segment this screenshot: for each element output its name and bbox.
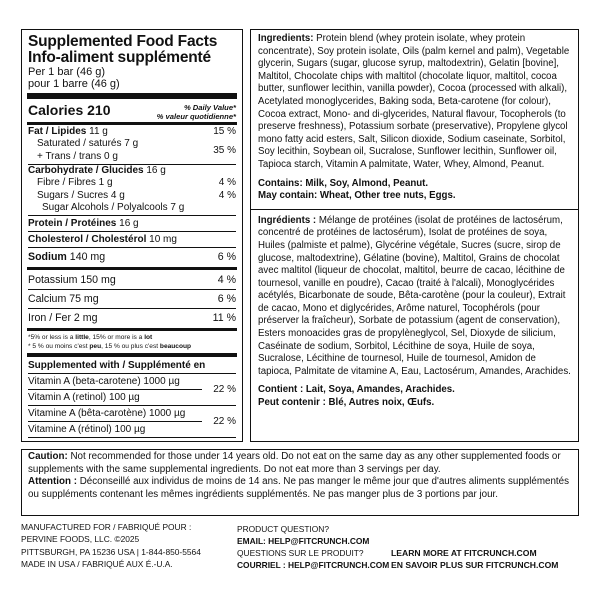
sodium-row bbox=[28, 248, 236, 266]
fat-amount: 11 g bbox=[89, 125, 108, 137]
calcium-pct: 6 % bbox=[217, 292, 236, 305]
divider-medium bbox=[27, 328, 237, 331]
polyols-line: Sugar Alcohols / Polyalcools 7 g bbox=[42, 202, 185, 214]
contains-fr: Contient : Lait, Soya, Amandes, Arachides. bbox=[258, 384, 455, 396]
fat-label: Fat / Lipides bbox=[28, 125, 87, 137]
may-contain-fr: Peut contenir : Blé, Autres noix, Œufs. bbox=[258, 397, 435, 409]
email-fr[interactable]: COURRIEL : HELP@FITCRUNCH.COM bbox=[237, 560, 390, 570]
iron-line: Iron / Fer 2 mg bbox=[28, 311, 98, 324]
footnote-en-part1: *5% or less is a bbox=[28, 333, 76, 341]
potassium-pct: 4 % bbox=[217, 273, 236, 286]
question-en: PRODUCT QUESTION? bbox=[237, 524, 329, 534]
food-facts-panel bbox=[21, 29, 243, 442]
daily-value-header bbox=[157, 103, 236, 121]
dv-header-en: % Daily Value* bbox=[183, 102, 236, 112]
caution-en bbox=[28, 451, 572, 476]
caution-en-text: Not recommended for those under 14 years old. Do not eat on the same day as any other supplemented foods or supplements with the same supplemental ingredients. Do not eat more than 3 servings per day. bbox=[28, 451, 561, 475]
fat-pct: 15 % bbox=[213, 125, 236, 137]
supplemented-heading: Supplemented with / Supplémenté en bbox=[28, 360, 206, 372]
carb-row bbox=[28, 165, 236, 178]
divider-thick bbox=[27, 93, 237, 99]
vitamin-a-retinol-fr: Vitamine A (rétinol) 100 µg bbox=[28, 421, 202, 437]
potassium-row bbox=[28, 271, 236, 289]
serving-size-fr: pour 1 barre (46 g) bbox=[28, 78, 120, 91]
sodium-amount: 140 mg bbox=[69, 250, 106, 263]
footnote-en-part2: , 15% or more is a bbox=[88, 333, 145, 341]
caution-en-label: Caution: bbox=[28, 451, 68, 462]
calories-row bbox=[28, 101, 236, 121]
ingredients-fr-text: Mélange de protéines (isolat de protéines de lactosérum, concentré de protéines de lactosérum), Isolat de protéines de soya, Huiles (palmiste et palme), Glycérine végétale, Sucres (sucre, sirop de glucose, maltodextrine), Gélatine (bovine), Maltitol, Grains de chocolat avec maltitol (liqueur de chocolat, maltitol, beurre de cacao, lécithine de tournesol, vanille en poudre), Cacao (traité à l'alcali), Monoglycérides acétylés, Bicarbonate de soude, Bêta-carotène (pour la couleur), Extrait de cacao, Mono et diglycérides, Arôme naturel, Tocophérols (pour préserver la fraîcheur), Sorbate de potassium (agent de conservation), Esters monoacides gras de propylèneglycol, Sel, Dioxyde de silicium, Caséinate de sodium, Sorbitol, Lécithine de soya, Huile de soya, Sucralose, Lécithine de tournesol, Huile de tournesol, Amidon de tapioca, Palmitate de vitamine A, Eau, Lactosérum, Amandes, Arachides. bbox=[258, 214, 571, 377]
manufacturer-line1: MANUFACTURED FOR / FABRIQUÉ POUR : bbox=[21, 522, 192, 532]
ingredients-panel bbox=[250, 29, 579, 442]
learn-more bbox=[391, 547, 558, 571]
saturated-line: Saturated / saturés 7 g bbox=[37, 138, 139, 150]
divider-thick bbox=[27, 353, 237, 357]
carb-amount: 16 g bbox=[146, 164, 166, 176]
vitamin-a-group-fr bbox=[28, 405, 236, 437]
fibre-line: Fibre / Fibres 1 g bbox=[37, 177, 113, 189]
divider bbox=[251, 209, 578, 210]
footnote-en-little: little bbox=[75, 333, 89, 341]
sodium-pct: 6 % bbox=[217, 250, 236, 263]
protein-label: Protein / Protéines bbox=[28, 217, 117, 229]
calcium-row bbox=[28, 290, 236, 308]
divider-medium bbox=[27, 267, 237, 270]
vitamin-a-beta-en: Vitamin A (beta-carotene) 1000 µg bbox=[28, 376, 180, 388]
email-en[interactable]: EMAIL: HELP@FITCRUNCH.COM bbox=[237, 536, 370, 546]
serving-size-en: Per 1 bar (46 g) bbox=[28, 66, 106, 78]
vitamin-a-group-en bbox=[28, 373, 236, 405]
trans-line: + Trans / trans 0 g bbox=[37, 151, 118, 162]
caution-fr bbox=[28, 476, 572, 501]
learn-more-fr[interactable]: EN SAVOIR PLUS SUR FITCRUNCH.COM bbox=[391, 560, 559, 570]
supplement-note-en bbox=[28, 441, 195, 442]
sat-trans-row bbox=[28, 138, 236, 163]
ingredients-fr-label: Ingrédients : bbox=[258, 214, 317, 226]
fibre-pct: 4 % bbox=[218, 177, 236, 189]
question-fr: QUESTIONS SUR LE PRODUIT? bbox=[237, 548, 364, 558]
caution-panel bbox=[21, 449, 579, 516]
divider-medium bbox=[27, 122, 237, 125]
cholesterol-row bbox=[28, 232, 236, 247]
vitamin-a-beta-fr: Vitamine A (bêta-carotène) 1000 µg bbox=[28, 408, 186, 420]
sat-trans-pct: 35 % bbox=[213, 144, 236, 156]
manufacturer-line4: MADE IN USA / FABRIQUÉ AUX É.-U.A. bbox=[21, 558, 173, 569]
vitamin-a-pct-fr: 22 % bbox=[213, 416, 236, 428]
facts-title-fr: Info-aliment supplémenté bbox=[28, 49, 211, 66]
sugars-pct: 4 % bbox=[218, 189, 236, 201]
contains-en: Contains: Milk, Soy, Almond, Peanut. bbox=[258, 177, 429, 189]
may-contain-en: May contain: Wheat, Other tree nuts, Eggs. bbox=[258, 190, 456, 202]
sugars-row bbox=[28, 190, 236, 203]
footnote-fr-peu: peu bbox=[89, 342, 102, 350]
polyols-row bbox=[28, 202, 236, 215]
iron-row bbox=[28, 309, 236, 327]
vitamin-a-pct-en: 22 % bbox=[213, 384, 236, 396]
ingredients-fr bbox=[258, 215, 572, 379]
learn-more-en[interactable]: LEARN MORE AT FITCRUNCH.COM bbox=[391, 548, 537, 558]
manufacturer-info bbox=[21, 521, 201, 570]
footnote-en-lot: lot bbox=[144, 333, 153, 341]
contact-info bbox=[237, 523, 389, 571]
footnote-fr-part2: , 15 % ou plus c'est bbox=[101, 342, 160, 350]
protein-amount: 16 g bbox=[119, 217, 139, 229]
daily-value-footnote bbox=[28, 332, 236, 353]
potassium-line: Potassium 150 mg bbox=[28, 273, 116, 286]
supplement-note bbox=[28, 438, 236, 442]
ingredients-en-text: Protein blend (whey protein isolate, whey protein concentrate), Soy protein isolate, Oils (palm kernel and palm), Vegetable glycerin, Sugars (sugar, glucose syrup, maltodextrin), Gelatin [bovine], Maltitol, Chocolate chips with maltitol (chocolate liquor, maltitol, cocoa butter, sunflower lecithin, vanilla powder), Cocoa (processed with alkali), Acetylated monoglycerides, Baking soda, Beta-carotene (for colour), Cocoa extract, Mono- and di-glycerides, Natural flavour, Tocopherols (to preserve freshness), Potassium sorbate (preservative), Propylene glycol mono fatty acid esters, Salt, Silicon dioxide, Sodium caseinate, Sorbitol, Soy lecithin, Soybean oil, Sucralose, Sunflower lecithin, Sunflower oil, Tapioca starch, Vitamin A palmitate, Water, Whey, Almond, Peanut. bbox=[258, 33, 570, 170]
sodium-label: Sodium bbox=[28, 250, 67, 263]
cholesterol-amount: 10 mg bbox=[149, 233, 177, 245]
manufacturer-line3: PITTSBURGH, PA 15236 USA | 1-844-850-5564 bbox=[21, 546, 201, 557]
iron-pct: 11 % bbox=[212, 311, 236, 324]
protein-row bbox=[28, 216, 236, 231]
ingredients-en-label: Ingredients: bbox=[258, 33, 314, 44]
manufacturer-line2: PERVINE FOODS, LLC. ©2025 bbox=[21, 534, 140, 545]
sugars-line: Sugars / Sucres 4 g bbox=[37, 189, 125, 201]
calcium-line: Calcium 75 mg bbox=[28, 292, 99, 305]
ingredients-en bbox=[258, 33, 572, 172]
vitamin-a-retinol-en: Vitamin A (retinol) 100 µg bbox=[28, 389, 202, 405]
caution-fr-label: Attention : bbox=[28, 476, 77, 488]
cholesterol-label: Cholesterol / Cholestérol bbox=[28, 233, 147, 245]
carb-label: Carbohydrate / Glucides bbox=[28, 164, 144, 176]
footnote-fr-part1: * 5 % ou moins c'est bbox=[28, 342, 90, 350]
footnote-fr-beaucoup: beaucoup bbox=[159, 342, 192, 350]
dv-header-fr: % valeur quotidienne* bbox=[156, 111, 236, 121]
facts-title-en: Supplemented Food Facts bbox=[28, 33, 218, 50]
calories: Calories 210 bbox=[28, 101, 111, 118]
fibre-row bbox=[28, 177, 236, 190]
caution-fr-text: Déconseillé aux individus de moins de 14 ans. Ne pas manger le même jour que d'autres aliments supplémentés ou suppléments contenant les mêmes ingrédients supplémentés. Ne pas manger plus de 3 portions par jour. bbox=[28, 476, 569, 500]
fat-row bbox=[28, 126, 236, 139]
